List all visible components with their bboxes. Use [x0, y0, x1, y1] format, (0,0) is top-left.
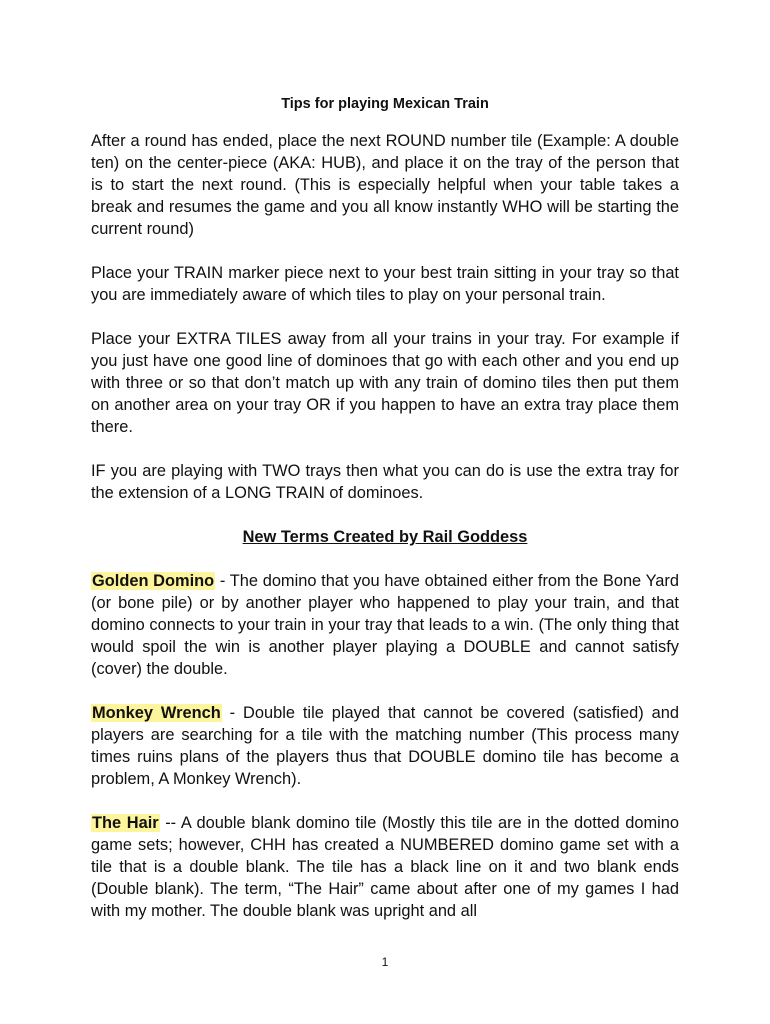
- term-the-hair: [91, 812, 679, 922]
- paragraph-two-trays: IF you are playing with TWO trays then what you can do is use the extra tray for the extension of a LONG TRAIN of dominoes.: [91, 462, 679, 502]
- paragraph-extra-tiles: Place your EXTRA TILES away from all your trains in your tray. For example if you just have one good line of dominoes that go with each other and you end up with three or so that don’t match up with any train of domino tiles then put them on another area on your tray OR if you happen to have an extra tray place them there.: [91, 330, 679, 436]
- page-content: [91, 94, 679, 930]
- section-title: New Terms Created by Rail Goddess: [242, 528, 528, 546]
- term-golden-domino: [91, 570, 679, 680]
- term-label: Monkey Wrench: [92, 704, 221, 722]
- term-definition: -- A double blank domino tile (Mostly this tile are in the dotted domino game sets; however, CHH has created a NUMBERED domino game set with a tile that is a double blank. The tile has a black line on it and two blank ends (Double blank). The term, “The Hair” came about after one of my games I had with my mother. The double blank was upright and all: [91, 814, 679, 920]
- paragraph-round-tile: After a round has ended, place the next ROUND number tile (Example: A double ten) on the center-piece (AKA: HUB), and place it on the tray of the person that is to start the next round. (This is especially helpful when your table takes a break and resumes the game and you all know instantly WHO will be starting the current round): [91, 132, 679, 238]
- term-definition: - Double tile played that cannot be covered (satisfied) and players are searching for a tile with the matching number (This process many times ruins plans of the players thus that DOUBLE domino tile has become a problem, A Monkey Wrench).: [91, 704, 679, 788]
- term-monkey-wrench: [91, 702, 679, 790]
- paragraph-train-marker: Place your TRAIN marker piece next to your best train sitting in your tray so that you are immediately aware of which tiles to play on your personal train.: [91, 264, 679, 304]
- document-page: [91, 94, 679, 930]
- page-number: 1: [381, 955, 389, 969]
- term-definition: - The domino that you have obtained either from the Bone Yard (or bone pile) or by another player who happened to play your train, and that domino connects to your train in your tray that leads to a win. (The only thing that would spoil the win is another player playing a DOUBLE and cannot satisfy (cover) the double.: [91, 572, 679, 678]
- document-title: Tips for playing Mexican Train: [281, 96, 489, 112]
- term-label: The Hair: [92, 814, 159, 832]
- term-label: Golden Domino: [92, 572, 215, 590]
